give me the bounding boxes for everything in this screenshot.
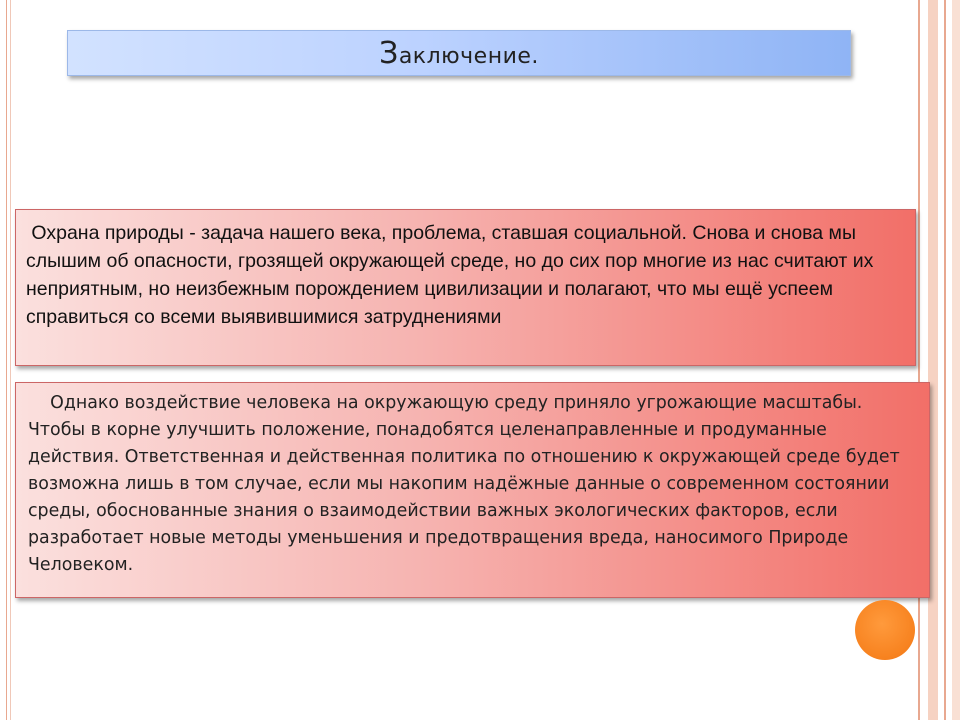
slide-title-rest: аключение. [398, 43, 539, 69]
slide-title [379, 36, 539, 71]
frame-line-right-3 [944, 0, 946, 720]
paragraph-nature-protection [26, 219, 905, 331]
slide-title-first-letter: З [379, 35, 399, 71]
frame-line-right-4 [952, 0, 960, 720]
frame-line-left-inner [10, 0, 11, 720]
paragraph-nature-protection-text: Охрана природы - задача нашего века, проблема, ставшая социальной. Снова и снова мы слышим об опасности, грозящей окружающей среде, но до сих пор многие из нас считают их неприятным, но неизбежным порождением цивилизации и полагают, что мы ещё успеем справиться со всеми выявившимися затруднениями [26, 222, 874, 328]
frame-line-right-2 [928, 0, 938, 720]
text-box-human-impact [15, 382, 930, 598]
title-bar [67, 30, 851, 76]
frame-line-right-1 [918, 0, 920, 720]
frame-line-left-outer [6, 0, 7, 720]
text-box-nature-protection [15, 209, 916, 366]
paragraph-human-impact [28, 390, 917, 579]
paragraph-human-impact-text: Однако воздействие человека на окружающую среду приняло угрожающие масштабы. Чтобы в корне улучшить положение, понадобятся целенаправленные и продуманные действия. Ответственная и действенная политика по отношению к окружающей среде будет возможна лишь в том случае, если мы накопим надёжные данные о современном состоянии среды, обоснованные знания о взаимодействии важных экологических факторов, если разработает новые методы уменьшения и предотвращения вреда, наносимого Природе Человеком. [28, 393, 900, 575]
orange-circle-decoration [855, 600, 915, 660]
